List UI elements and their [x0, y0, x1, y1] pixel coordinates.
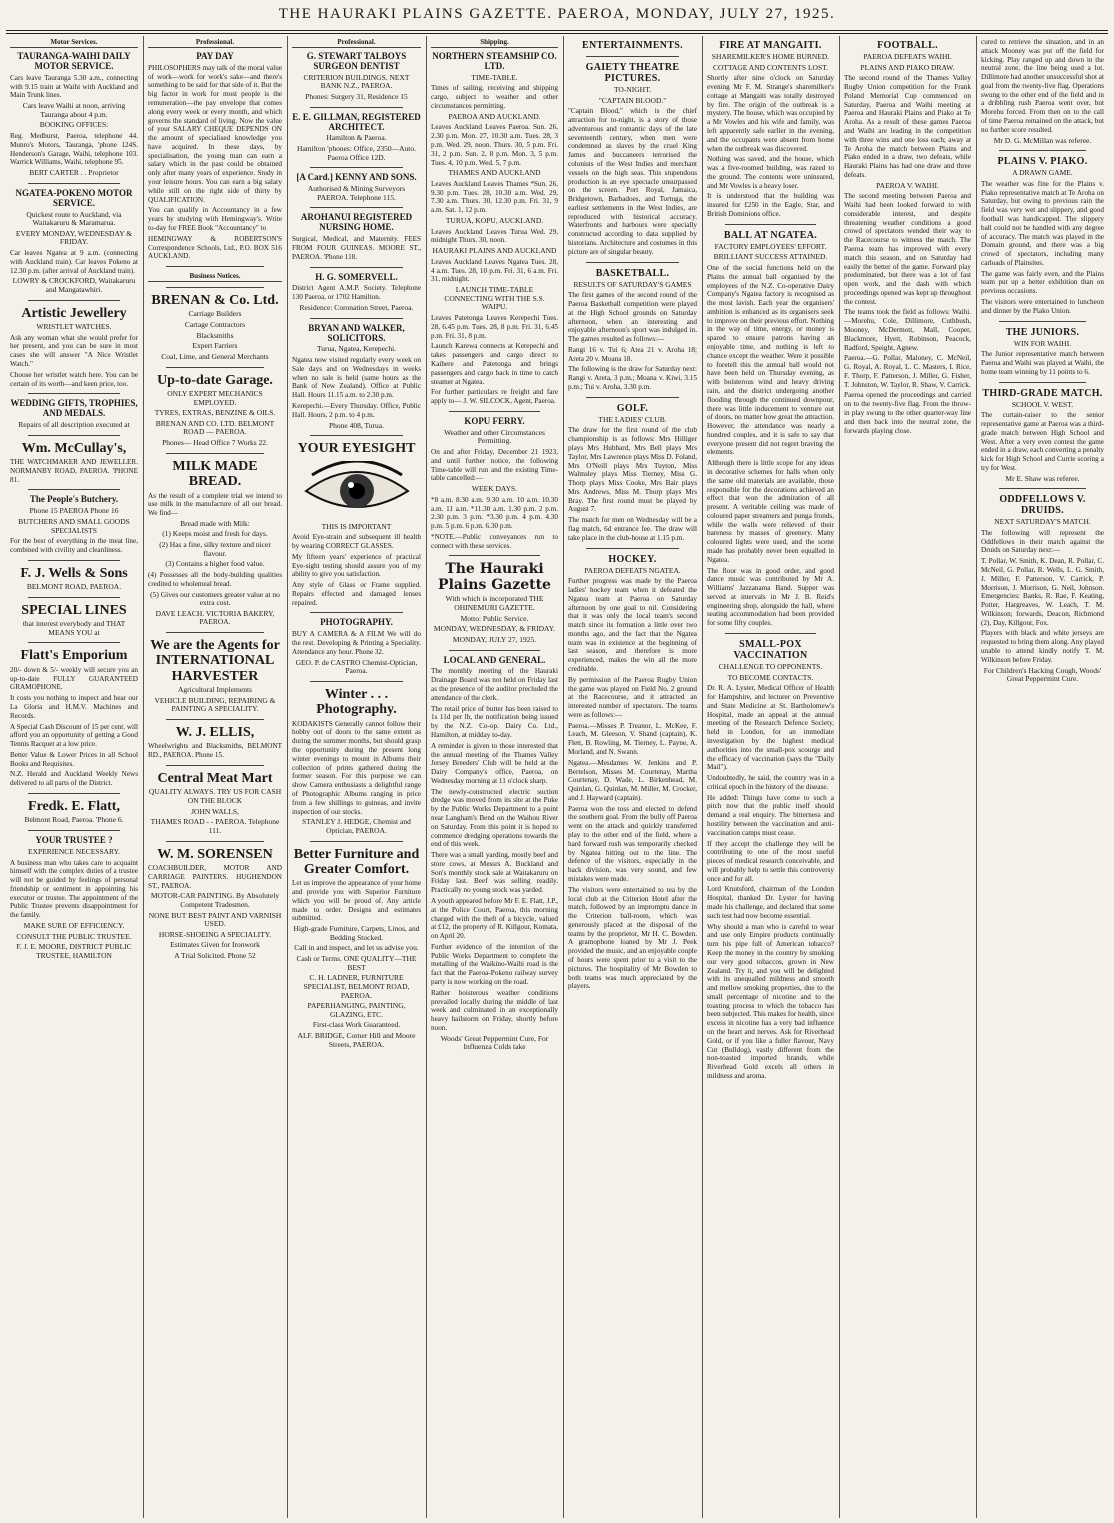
- divider: [166, 719, 264, 720]
- block-paragraph: A youth appeared before Mr F. E. Flatt, J.P., at the Police Court, Paeroa, this morning charged with the theft of a bicycle, valued at £12, the property of R. Killgour, Komata, on April 20.: [431, 897, 558, 941]
- divider: [999, 150, 1086, 151]
- block-subline: Authorised & Mining Surveyors PAEROA. Telephone 115.: [307, 184, 406, 202]
- block-paragraph: HEMINGWAY & ROBERTSON'S Correspondence Schools, Ltd., P.O. BOX 516 AUCKLAND.: [148, 234, 282, 261]
- block-paragraph: cured to retrieve the situation, and in an attack Mooney was put off the field for kicking. Play ranged up and down in the neutral zone, the line being used a lot. Dillimore had another unsuccessful shot at goal from the twenty-five flag. Operations swung to the other end of the field and in a dribbling rush Paeroa went over, but Morehu forced. From then on to the call of time Paeroa remained on the attack, but no further score resulted.: [981, 38, 1104, 134]
- block-paragraph: Better Value & Lower Prices in all School Books and Requisites.: [10, 750, 138, 768]
- block-subline: BELMONT ROAD, PAEROA.: [26, 582, 122, 592]
- block-paragraph: Rather boisterous weather conditions prevailed locally during the middle of last week and culminated in an exceptionally heavy hailstorm on Friday, shortly before noon.: [431, 988, 558, 1032]
- block-paragraph: For the best of everything in the meat line, combined with civility and cleanliness.: [10, 537, 138, 555]
- block-subline: Weather and other Circumstances Permitting.: [444, 427, 545, 446]
- block-paragraph: For further particulars re freight and fare apply to— J. W. SILCOCK, Agent, Paeroa.: [431, 388, 558, 406]
- block-heading: Central Meat Mart: [157, 771, 273, 787]
- block-paragraph: The floor was in good order, and good dance music was contributed by Mr A. Williams' Jazzanama Band. Supper was served at intervals in Mr J. B. Reid's engineering shop, alongside the hall, where seating accommodation had been provided for some fifty couples.: [707, 566, 834, 628]
- block-subline: Hamilton & Paeroa.: [326, 133, 387, 143]
- block-subline: (2) Has a fine, silky texture and nicer flavour.: [159, 540, 271, 558]
- block-paragraph: Car leaves Ngatea at 9 a.m. (connecting with Auckland train). Car leaves Pokeno at 12.30 p.m. (after arrival of Auckland train).: [10, 249, 138, 275]
- block-subline: HORSE-SHOEING A SPECIALITY.: [158, 929, 272, 939]
- block-paragraph: Nothing was saved, and the house, which was a five-roomed building, was razed to the ground. The contents were uninsured, and Mr Vowles is a heavy loser.: [707, 155, 834, 190]
- block-heading: PHOTOGRAPHY.: [320, 617, 393, 628]
- column-4: [427, 36, 562, 1518]
- block-subline: VEHICLE BUILDING, REPAIRING & PAINTING A SPECIALITY.: [154, 695, 276, 714]
- block-heading: FOOTBALL.: [877, 40, 938, 51]
- eye-icon: [302, 461, 412, 519]
- block-subline: WRISTLET WATCHES.: [36, 322, 112, 332]
- block-paragraph: The following will represent the Oddfellows in their match against the Druids on Saturday next:—: [981, 528, 1104, 555]
- block-subline: First-class Work Guaranteed.: [312, 1020, 401, 1030]
- block-subline: LAUNCH TIME-TABLE CONNECTING WITH THE S.S. WAIPU.: [444, 285, 545, 312]
- divider: [725, 224, 816, 225]
- block-paragraph: The match for men on Wednesday will be a flag match, 6d entrance fee. The draw will take place in the club-house at 1.15 p.m.: [568, 516, 697, 542]
- block-heading: FIRE AT MANGAITI.: [719, 40, 822, 51]
- section-label: Professional.: [292, 38, 421, 48]
- block-subline: THIS IS IMPORTANT: [321, 521, 392, 531]
- block-paragraph: The retail price of butter has been raised to 1s 11d per lb, the notification being issued by the N.Z. Co-op. Dairy Co. Ltd., Hamilton, at midday to-day.: [431, 704, 558, 739]
- block-paragraph: COACHBUILDER, MOTOR AND CARRIAGE PAINTERS. HUGHENDON ST., PAEROA.: [148, 863, 282, 890]
- block-heading: [A Card.] KENNY AND SONS.: [296, 172, 417, 183]
- block-heading: Fredk. E. Flatt,: [28, 799, 120, 814]
- block-paragraph: As the result of a complete trial we intend to use milk in the manufacture of all our bread. We find—: [148, 491, 282, 518]
- block-subline: ONLY EXPERT MECHANICS EMPLOYED.: [167, 388, 263, 407]
- block-subline: Phones— Head Office 7 Works 22.: [162, 438, 268, 448]
- divider: [999, 382, 1086, 383]
- block-subline: Turua, Ngatea, Kerepechi.: [316, 344, 397, 354]
- block-subline: LOWRY & CROCKFORD, Waitakaruru and Mangatawhiri.: [12, 276, 136, 294]
- section-label: Professional.: [148, 38, 282, 48]
- block-paragraph: Shortly after nine o'clock on Saturday evening Mr F. M. Strange's sharemilker's cottage at Mangaiti was totally destroyed by fire. The origin of the outbreak is a mystery. The house, which was occupied by a Mr Vowles and his wife and family, was left apparently safe earlier in the evening, and the occupants were absent from home when the outbreak was discovered.: [707, 74, 834, 153]
- divider: [310, 612, 403, 613]
- block-subline: BUTCHERS AND SMALL GOODS SPECIALISTS: [18, 516, 130, 535]
- block-subline: TIME-TABLE.: [471, 72, 518, 82]
- block-subline: Quickest route to Auckland, via Waitakaruru & Maramarua.: [26, 209, 122, 228]
- block-paragraph: (4) Possesses all the body-building qualities credited to wholemeal bread.: [148, 570, 282, 588]
- block-heading: TAURANGA-WAIHI DAILY MOTOR SERVICE.: [17, 51, 131, 71]
- block-subline: PAEROA AND AUCKLAND.: [448, 111, 541, 121]
- divider: [28, 183, 120, 184]
- block-heading: WEDDING GIFTS, TROPHIES, AND MEDALS.: [10, 398, 138, 419]
- block-paragraph: The Junior representative match between Paeroa and Waihi was played at Waihi, the home team winning by 11 points to 6.: [981, 350, 1104, 376]
- block-subline: For Children's Hacking Cough, Woods' Great Peppermint Cure.: [983, 665, 1102, 684]
- block-heading: We are the Agents for INTERNATIONAL HARVESTER: [150, 638, 280, 684]
- block-heading: Up-to-date Garage.: [157, 372, 273, 388]
- block-heading: BALL AT NGATEA.: [723, 229, 818, 241]
- block-heading: HOCKEY.: [608, 553, 657, 565]
- block-paragraph: The second round of the Thames Valley Rugby Union competition for the Frank Poland Memorial Cup commenced on Saturday, Paeroa and Waihi meeting at Paeroa and Hauraki Plains and Piako at Te Aroha. As a result of these games Paeroa and Waihi are leading in the competition with three wins and one loss each; away at Te Aroha the match between Plains and Piako ended in a draw, two defeats, while Hauraki Plains has had one draw and three defeats.: [844, 74, 971, 179]
- divider: [449, 650, 540, 651]
- divider: [586, 56, 679, 57]
- block-subline: EVERY MONDAY, WEDNESDAY & FRIDAY.: [15, 228, 133, 247]
- block-subline: TO-NIGHT.: [613, 85, 651, 94]
- block-paragraph: The visitors were entertained to tea by the local club at the Criterion Hotel after the match, followed by an impromptu dance in the Criterion ball-room, which was generously placed at the disposal of the teams by the proprietor, Mr H. C. Bowden. A gramophone loaned by Mr J. Peek provided the music, and an enjoyable couple of hours were spent prior to a visit to the pictures. The hospitality of Mr Bowden to both teams was much appreciated by the players.: [568, 885, 697, 991]
- block-paragraph: "Captain Blood," which is the chief attraction for to-night, is a story of those adventurous and romantic days of the late seventeenth century, when men were condemned as slaves by the cruel King James and buccaneers terrorised the colonists of the West Indies and merchant vessels on the high seas. This stupendous production is an eye spectacle unsurpassed on the screen. Port Royal, Jamaica, Bridgetown, Barbadoes, and Tortuga, the earliest settlements in the West Indies, are reproduced with historical accuracy. Waterfronts and harbours were specially constructed according to data supplied by historians. Architecture and costumes in this picture are of singular beauty.: [568, 107, 697, 256]
- block-paragraph: Kerepechi.—Every Thursday. Office, Public Hall. Hours, 2 p.m. to 4 p.m.: [292, 401, 421, 419]
- block-heading: The Hauraki Plains Gazette: [438, 561, 551, 594]
- block-paragraph: The second meeting between Paeroa and Waihi had been looked forward to with considerable interest, and despite threatening weather conditions a good crowd of spectators wended their way to the Racecourse to witness the match. The Paeroa team has improved with every match this season, and on Saturday had easily the better of the game. Forward play predominated, but there was a lot of fast open work, and the dash with which proceedings opened was kept up throughout the contest.: [844, 192, 971, 306]
- block-heading: Flatt's Emporium: [20, 648, 128, 664]
- block-subline: F. J. E. MOORE, DISTRICT PUBLIC TRUSTEE, HAMILTON: [16, 942, 132, 960]
- block-subline: WEEK DAYS.: [471, 484, 518, 494]
- divider: [310, 207, 403, 208]
- divider: [310, 435, 403, 436]
- block-heading: SPECIAL LINES: [21, 602, 127, 618]
- block-subline: (1) Keeps moist and fresh for days.: [162, 529, 268, 539]
- block-paragraph: It costs you nothing to inspect and hear our La Gloria and H.M.V. Machines and Records.: [10, 694, 138, 720]
- block-subline: A DRAWN GAME.: [1012, 168, 1073, 178]
- block-paragraph: The weather was fine for the Plains v. Piako representative match at Te Aroha on Saturday, but owing to previous rain the field was very wet and slippery, and good football was handicapped. The slippery ball could not be handled with any degree of accuracy. The match was played in the Domain ground, and there was a big crowd of spectators, including many carloads of Plainsites.: [981, 179, 1104, 267]
- block-subline: With which is incorporated THE OHINEMURI GAZETTE.: [445, 594, 544, 613]
- block-paragraph: If they accept the challenge they will be contributing to one of the most useful pieces of medical research conceivable, and will probably help to settle this controversy once and for all.: [707, 839, 834, 883]
- divider: [310, 107, 403, 108]
- block-heading: SMALL-POX VACCINATION: [733, 639, 808, 662]
- block-paragraph: The monthly meeting of the Hauraki Drainage Board was not held on Friday last as the presence of the auditor precluded the attendance of the clerk.: [431, 667, 558, 702]
- block-subline: that interest everybody and THAT MEANS YOU at: [22, 619, 126, 637]
- block-heading: MILK MADE BREAD.: [172, 458, 258, 490]
- divider: [310, 681, 403, 682]
- block-heading: LOCAL AND GENERAL.: [443, 654, 546, 665]
- block-subline: A Trial Solicited. Phone 52: [174, 951, 256, 961]
- block-paragraph: It is understood that the building was insured for £250 in the Eagle, Star, and British Dominions office.: [707, 192, 834, 218]
- block-subline: QUALITY ALWAYS. TRY US FOR CASH ON THE BLOCK: [148, 787, 282, 806]
- block-subline: MONDAY, WEDNESDAY, & FRIDAY.: [433, 624, 556, 634]
- block-paragraph: A reminder is given to those interested that the annual meeting of the Thames Valley Jersey Breeders' Club will be held at the Dairy Company's office, Paeroa, on Wednesday morning at 11 o'clock sharp.: [431, 741, 558, 785]
- block-heading: PLAINS V. PIAKO.: [997, 156, 1088, 168]
- block-subline: PLAINS AND PIAKO DRAW.: [860, 62, 955, 72]
- block-paragraph: Choose her wristlet watch here. You can be certain of its worth—and keen price, too.: [10, 370, 138, 388]
- divider: [166, 453, 264, 454]
- block-subline: THAMES ROAD - - PAEROA. Telephone 111.: [150, 817, 280, 835]
- block-heading: THIRD-GRADE MATCH.: [982, 387, 1103, 399]
- block-subline: Cartage Contractors: [184, 320, 246, 330]
- divider: [999, 321, 1086, 322]
- block-subline: MONDAY, JULY 27, 1925.: [452, 634, 537, 644]
- divider: [586, 397, 679, 398]
- column-8: [977, 36, 1108, 1518]
- block-subline: STANLEY J. HEDGE, Chemist and Optician, PAEROA.: [302, 817, 411, 835]
- divider: [166, 367, 264, 368]
- block-subline: RESULTS OF SATURDAY'S GAMES: [573, 279, 692, 289]
- block-paragraph: Surgical, Medical, and Maternity. FEES FROM FOUR GUINEAS. MOORE ST., PAEROA. 'Phone 118.: [292, 235, 421, 261]
- block-subline: BOOKING OFFICES:: [39, 120, 109, 130]
- divider: [28, 300, 120, 301]
- block-paragraph: My fifteen years' experience of practical Eye-sight testing should assure you of my ability to give you satisfaction.: [292, 552, 421, 579]
- block-paragraph: The draw for the first round of the club championship is as follows: Mrs Hilliger plays Mrs Hubbard, Mrs Bell plays Mrs Taylor, Mrs Lawrence plays Miss D. Foland, Mrs O'Neill plays Mrs Tuyton, Miss Walmsley plays Miss Tierney, Miss G. Thorp plays Miss Cooke, Mrs Bair plays Mrs Andrews, Miss M. Thorp plays Mrs Bray. The first round must be played by August 7.: [568, 426, 697, 514]
- block-paragraph: Rangi 16 v. Tui 6; Atea 21 v. Aroha 18; Areta 20 v. Moana 18.: [568, 345, 697, 363]
- block-heading: NORTHERN STEAMSHIP CO. LTD.: [432, 51, 557, 71]
- block-subline: "CAPTAIN BLOOD.": [598, 95, 667, 105]
- block-subline: PAEROA DEFEATS WAIHI.: [863, 52, 952, 61]
- block-subline: Estimates Given for Ironwork: [170, 940, 260, 950]
- block-subline: EXPERIENCE NECESSARY.: [28, 846, 120, 856]
- block-subline: Bread made with Milk:: [180, 518, 250, 528]
- block-subline: Motto: Public Service.: [460, 613, 529, 623]
- block-subline: Expert Farriers: [192, 341, 238, 351]
- block-paragraph: Paeroa.—Misses P. Treanor, L. McKee, F. Leach, M. Gleeson, V. Shand (captain), K. Flett, B. Rowling, M. Tierney, L. Payne, A. Morland, and N. Swann.: [568, 721, 697, 756]
- divider: [28, 597, 120, 598]
- block-subline: Mr D. G. McMillan was referee.: [993, 135, 1092, 145]
- block-subline: TURUA, KOPU, AUCKLAND.: [445, 216, 544, 226]
- block-paragraph: Further evidence of the intention of the Public Works Department to complete the metalling of the Waikino-Waihi road is the fact that the Paeroa-Pokeno railway survey party is now working on the road.: [431, 942, 558, 987]
- block-subline: Belmont Road, Paeroa. 'Phone 6.: [24, 815, 124, 825]
- column-3: [288, 36, 425, 1518]
- block-subline: CHALLENGE TO OPPONENTS.: [718, 662, 823, 672]
- block-subline: Mr E. Shaw was referee.: [1005, 473, 1080, 483]
- block-paragraph: N.Z. Herald and Auckland Weekly News delivered to all parts of the District.: [10, 770, 138, 788]
- block-paragraph: A business man who takes care to acquaint himself with the complex duties of a trustee will not be guided by feelings of personal friendship or sentiment in appointing his executor or trustee. The appointment of the Public Trustee prevents disappointment for the family.: [10, 858, 138, 920]
- divider: [28, 642, 120, 643]
- column-1: [6, 36, 142, 1518]
- block-heading: W. M. SORENSEN: [157, 846, 273, 862]
- block-paragraph: Undoubtedly, he said, the country was in a critical epoch in the history of the disease.: [707, 774, 834, 791]
- divider: [28, 393, 120, 394]
- block-paragraph: Ngatea now visited regularly every week on Sale days and on Wednesdays in weeks when no sale is held (same hours as the Bank of New Zealand). Office at Public Hall. Hours 11.15 a.m. to 2.30 p.m.: [292, 356, 421, 400]
- block-paragraph: Launch Karewa connects at Kerepechi and takes passengers and cargo direct to Kaihere and Patetonga and brings passengers and cargo back in time to catch steamer at Ngatea.: [431, 342, 558, 386]
- block-subline: PAEROA V. WAIHI.: [876, 180, 939, 190]
- divider: [28, 489, 120, 490]
- block-subline: Phone 408, Turua.: [328, 420, 384, 430]
- block-paragraph: Paeroa won the toss and elected to defend the southern goal. From the bully off Paeroa went on the attack and quickly transferred play to the other end of the field, where a hard forward rush was temporarily checked by Ngatea hitting out to the line. The defence of the visitors, especially in the back division, was very sound, and few mistakes were made.: [568, 804, 697, 883]
- block-paragraph: Why should a man who is careful to wear and use only Empire products continually turn his pipe full of American tobacco? Keep the money in the country by smoking our very good tobaccos, grown in New Zealand. Try it, and you will be delighted with its unequalled mildness and smooth and mellow smoking properties, due to the small percentage of nicotine and to the toasting process to which the tobacco has been subjected. This makes for health, since excess in nicotine has a very bad influence on the heart and nerves. Ask for Riverhead Gold, or if you like a fuller flavour, Navy Cut (Bulldog), vastly different from the non-toasted imported brands, while Riverhead Gold excels all others in mildness and aroma.: [707, 922, 834, 1080]
- block-heading: Winter . . . Photography.: [316, 686, 397, 718]
- block-heading: KOPU FERRY.: [464, 415, 525, 426]
- divider: [449, 411, 540, 412]
- block-heading: GOLF.: [616, 402, 649, 414]
- block-paragraph: Wheelwrights and Blacksmiths, BELMONT RD., PAEROA. Phone 15.: [148, 742, 282, 760]
- block-heading: GAIETY THEATRE PICTURES.: [585, 62, 680, 84]
- block-paragraph: Let us improve the appearance of your home and provide you with Superior Furniture which you will be proud of. Any article made to order. Designs and estimates submitted.: [292, 879, 421, 923]
- block-paragraph: Leaves Auckland Leaves Turua Wed. 29, midnight Thurs. 30, noon.: [431, 227, 558, 245]
- divider: [28, 830, 120, 831]
- block-heading: ODDFELLOWS V. DRUIDS.: [999, 494, 1086, 517]
- masthead-rule: [6, 30, 1108, 31]
- column-6: [703, 36, 838, 1518]
- divider: [586, 262, 679, 263]
- block-paragraph: Leaves Auckland Leaves Paeroa. Sun. 26, 2.30 p.m. Mon. 27, 10.30 a.m. Tues. 28, 3 p.m. Wed. 29, noon. Thurs. 30, 5 p.m. Fri. 31, 2 p.m. Sun. 2, 8 p.m. Mon. 3, 5 p.m. Tues. 4, 10 p.m. Wed. 5, 7 p.m.: [431, 123, 558, 167]
- block-heading: THE JUNIORS.: [1005, 326, 1080, 338]
- block-paragraph: A Special Cash Discount of 15 per cent. will afford you an opportunity of getting a Good Tennis Racquet at a low price.: [10, 722, 138, 749]
- block-subline: Blacksmiths: [196, 330, 234, 340]
- block-paragraph: He added: Things have come to such a pitch now that the public itself should demand a real enquiry. The bitterness and hostility between the vaccination and anti-vaccination camps must cease.: [707, 793, 834, 837]
- block-paragraph: Players with black and white jerseys are requested to bring them along. Any played unable to attend kindly notify T. M. Wilkinson before Friday.: [981, 629, 1104, 664]
- block-heading: Better Furniture and Greater Comfort.: [293, 846, 420, 877]
- divider: [166, 287, 264, 288]
- block-subline: TYRES, EXTRAS, BENZINE & OILS.: [154, 408, 276, 418]
- block-paragraph: Lord Knutsford, chairman of the London Hospital, thanked Dr. Lyster for having made his challenge, and declared that some such test had now become essential.: [707, 885, 834, 920]
- block-heading: H. G. SOMERVELL.: [315, 271, 398, 282]
- block-subline: Call in and inspect, and let us advise you.: [294, 943, 419, 953]
- block-paragraph: Paeroa opened the proceedings and carried on to the twenty-five flag. From the throw-in play swung to the other quarter-way line and then back into the neutral zone, the forwards playing close.: [844, 391, 971, 435]
- block-subline: Phone 15 PAEROA Phone 16: [29, 506, 119, 516]
- block-subline: C. H. LADNER, FURNITURE SPECIALIST, BELMONT ROAD, PAEROA.: [303, 973, 410, 1000]
- block-paragraph: Further progress was made by the Paeroa ladies' hockey team when it defeated the Ngatea team at Paeroa on Saturday afternoon by one goal to nil. Considering that it was only the local team's second match since its formation a little over two months ago, and the fact that the Ngatea team was in existence at the beginning of last season, and therefore is more experienced, makes the win all the more creditable.: [568, 577, 697, 673]
- divider: [28, 793, 120, 794]
- block-subline: PAPERHANGING, PAINTING, GLAZING, ETC.: [307, 1001, 406, 1019]
- block-paragraph: The game was fairly even, and the Plains team put up a better exhibition than on previous occasions.: [981, 269, 1104, 296]
- block-heading: Wm. McCullay's,: [21, 440, 127, 456]
- section-label: Business Notices.: [148, 272, 282, 282]
- block-paragraph: Reg. Medhurst, Paeroa, telephone 44. Munro's Motors, Tauranga, 'phone 124S. Henderson's Garage, Waihi, telephone 103. Warrick Williams, Waihi, telephone 95.: [10, 132, 138, 167]
- block-paragraph: THE WATCHMAKER AND JEWELLER. NORMANBY ROAD, PAEROA. 'PHONE 81.: [10, 458, 138, 484]
- block-subline: SCHOOL V. WEST.: [1011, 399, 1074, 409]
- block-subline: JOHN WALLS,: [191, 806, 239, 816]
- block-paragraph: PHILOSOPHERS may talk of the moral value of work—work for work's sake—and there's something to be said for that side of it. But the big factor in work for most people is the remuneration—the pay envelope that comes along every week or every month, and which governs the standard of living. Now the value of your SALARY CHEQUE DEPENDS ON the amount of specialised knowledge you have acquired. In these days, by specialisation, the young man can earn a salary which in the past could be obtained only after many years of experience. Study in your leisure hours. You can earn a big salary while still on the right side of thirty by QUALIFICATION.: [148, 63, 282, 204]
- block-heading: BRYAN AND WALKER, SOLICITORS.: [308, 322, 405, 343]
- divider: [310, 267, 403, 268]
- block-subline: WIN FOR WAIHI.: [1013, 338, 1072, 348]
- block-subline: PAEROA DEFEATS NGATEA.: [584, 565, 681, 575]
- block-paragraph: By permission of the Paeroa Rugby Union the game was played on Field No. 2 ground at the Racecourse, and it attracted an interested number of spectators. The teams were as follows:—: [568, 675, 697, 719]
- block-paragraph: Although there is little scope for any ideas in decorative schemes for halls when only the same old materials are available, those responsible for the decorations achieved an effect that won the admiration of all present. A veritable ceiling was made of coloured paper streamers and punga fronds, while the walls were relieved of their bareness by masses of greenery. Many coloured lights were used, and the scene made has probably never been equalled in Ngatea.: [707, 459, 834, 564]
- block-subline: MOTOR-CAR PAINTING. By Absolutely Competent Tradesmen.: [150, 891, 280, 909]
- block-heading: YOUR EYESIGHT: [297, 441, 416, 457]
- block-paragraph: The curtain-raiser to the senior representative game at Paeroa was a third-grade match between High School and West. After a very even contest the game ended in a draw, each converting a penalty kick for High School and Currie scoring a try for West.: [981, 411, 1104, 472]
- section-label: Shipping.: [431, 38, 558, 48]
- block-paragraph: Leaves Patetonga Leaves Kerepechi Tues. 28, 6.45 p.m. Tues. 28, 8 p.m. Fri. 31, 6.45 p.m. Fri. 31, 8 p.m.: [431, 314, 558, 340]
- divider: [449, 555, 540, 556]
- divider: [166, 841, 264, 842]
- block-paragraph: Ngatea.—Mesdames W. Jenkins and P. Bertelson, Misses M. Courtenay, Martha Courtenay, D. Wade, L. Birkenhead, M. Quinlan, G. Quinlan, M. Miller, M. Crocker, and J. Hayward (captain).: [568, 758, 697, 802]
- block-paragraph: On and after Friday, December 21 1923, and until further notice, the following Time-table will run and the existing Time-table cancelled:—: [431, 448, 558, 483]
- block-heading: Artistic Jewellery: [21, 305, 127, 321]
- block-subline: NONE BUT BEST PAINT AND VARNISH USED.: [148, 910, 282, 929]
- block-subline: Woods' Great Peppermint Cure, For Influenza Colds take: [440, 1033, 549, 1052]
- divider: [999, 488, 1086, 489]
- divider: [28, 560, 120, 561]
- block-subline: Cars leave Waihi at noon, arriving Tauranga about 4 p.m.: [22, 101, 126, 119]
- block-paragraph: The newly-constructed electric suction dredge was moved from its site at the Puke by the Public Works Department to a point near Langham's Bend on the Waihou River on Saturday. From this point it is hoped to commence dredging operations towards the end of this week.: [431, 787, 558, 849]
- block-subline: Cash or Terms. ONE QUALITY—THE BEST: [296, 954, 417, 972]
- block-paragraph: Leaves Auckland Leaves Ngatea Tues. 28, 4 a.m. Tues. 28, 10 p.m. Fri. 31, 6 a.m. Fri. 31, midnight.: [431, 257, 558, 284]
- block-paragraph: District Agent A.M.P. Society. Telephone 130 Paeroa, or 1702 Hamilton.: [292, 284, 421, 302]
- block-heading: AROHANUI REGISTERED NURSING HOME.: [300, 212, 413, 233]
- block-subline: Coal, Lime, and General Merchants: [161, 351, 269, 361]
- block-paragraph: Paeroa.—G. Pollar, Maloney, C. McNeil, G. Royal, A. Royal, L. C. Masters, I. Rice, F. Thorp, F. Patterson, J. Miller, G. Fisher, T. Johnston, W. Taylor, R. Shaw, V. Carrick.: [844, 354, 971, 389]
- masthead-rule-thin: [6, 33, 1108, 34]
- block-subline: SHAREMILKER'S HOME BURNED.: [711, 52, 830, 61]
- block-paragraph: KODAKISTS Generally cannot follow their hobby out of doors to the same extent as during the summer months, but should grasp the opportunity during the present long winter evenings to mount in Albums their collection of prints gathered during the former season. For this purpose we can show Camera enthusiasts a delightful range of Photographic Albums ranging in price from a few shillings to guineas, and invite inspection of our stocks.: [292, 719, 421, 816]
- block-heading: W. J. ELLIS,: [175, 725, 255, 741]
- block-paragraph: Times of sailing, receiving and shipping cargo, subject to weather and other circumstances permitting.: [431, 84, 558, 110]
- column-2: [144, 36, 286, 1518]
- block-paragraph: The first games of the second round of the Paeroa Basketball competition were played at the High School grounds on Saturday afternoon, when an interesting and enjoyable afternoon's sport was indulged in. The games resulted as follows:—: [568, 291, 697, 344]
- block-subline: BRILLIANT SUCCESS ATTAINED.: [713, 252, 828, 262]
- divider: [166, 632, 264, 633]
- block-subline: BRENAN AND CO. LTD. BELMONT ROAD — PAEROA.: [155, 418, 275, 437]
- block-subline: ALF. BRIDGE, Corner Hill and Moore Streets, PAEROA.: [297, 1031, 416, 1049]
- block-subline: BERT CARTER . . Proprietor: [29, 168, 119, 178]
- divider: [166, 266, 264, 267]
- block-subline: NEXT SATURDAY'S MATCH.: [994, 517, 1091, 527]
- block-heading: BASKETBALL.: [595, 267, 670, 279]
- block-subline: GEO. P. de CASTRO Chemist-Optician, Paeroa.: [295, 657, 418, 676]
- block-subline: HAURAKI PLAINS AND AUCKLAND: [432, 246, 557, 256]
- block-heading: The People's Butchery.: [29, 494, 119, 505]
- block-paragraph: The visitors were entertained to luncheon and dinner by the Piako Union.: [981, 298, 1104, 315]
- block-subline: (5) Gives our customers greater value at no extra cost.: [150, 589, 280, 608]
- block-subline: TO BECOME CONTACTS.: [727, 672, 814, 682]
- block-paragraph: Any style of Glass or Frame supplied. Repairs effected and damaged lenses repaired.: [292, 581, 421, 607]
- block-paragraph: You can qualify in Accountancy in a few years by studying with Hemingway's. Write to-day for FREE Book "Accountancy" to: [148, 206, 282, 232]
- block-paragraph: Dr. R. A. Lyster, Medical Officer of Health for Hampshire, and lecturer on Preventive and State Medicine at St. Bartholomew's Hospital, made an appeal at the annual meeting of the Research Defence Society, held in London, for an immediate investigation by the highest medical authorities into the small-pox scourge and the efficacy of vaccination (says the "Daily Mail").: [707, 684, 834, 772]
- block-paragraph: Leaves Auckland Leaves Thames *Sun. 26, 9.30 p.m. Tues. 28, 10.30 a.m. Wed. 29, 7.30 a.m. Thurs. 30, 12.30 p.m. Fri. 31, 9 a.m. Sat. 1, 12 p.m.: [431, 179, 558, 215]
- divider: [166, 765, 264, 766]
- block-subline: CRITERION BUILDINGS. NEXT BANK N.Z., PAEROA.: [303, 72, 410, 91]
- block-paragraph: One of the social functions held on the Plains the annual ball organised by the employees of the N.Z. Co-operative Dairy Company's Ngatea factory is recognised as the most lavish. Each year the organisers' ambition is enhanced as its organisers seek to improve on their previous effort. Nothing in the way of time, energy, or money is spared to ensure patrons having an enjoyable time, and nothing is left to chance except the weather. Were it possible to foretell this the annual ball would not have been held on Thursday evening, as with boisterous wind and heavy driving rain, and the district undergoing another flooding through the continued downpour, there was little inducement to venture out of doors, no matter how great the attraction. However, the attendance was nearly a hundred couples, and it is safe to say that everyone present did not regret braving the elements.: [707, 264, 834, 457]
- block-subline: COTTAGE AND CONTENTS LOST.: [712, 62, 829, 72]
- block-paragraph: Ask any woman what she would prefer for her present, and you can be sure in most cases she will answer "A Nice Wristlet Watch.": [10, 333, 138, 368]
- block-subline: Residence: Coronation Street, Paeroa.: [299, 303, 414, 313]
- block-heading: F. J. Wells & Sons: [20, 565, 128, 581]
- block-subline: (3) Contains a higher food value.: [165, 559, 265, 569]
- divider: [310, 318, 403, 319]
- block-paragraph: *NOTE.—Public conveyances run to connect with these services.: [431, 532, 558, 550]
- block-subline: Carriage Builders: [188, 309, 242, 319]
- column-5: [564, 36, 701, 1518]
- block-subline: FACTORY EMPLOYEES' EFFORT.: [714, 241, 827, 251]
- block-subline: CONSULT THE PUBLIC TRUSTEE.: [16, 931, 132, 941]
- divider: [725, 633, 816, 634]
- block-paragraph: 20/- down & 5/- weekly will secure you an up-to-date FULLY GUARANTEED GRAMOPHONE.: [10, 665, 138, 692]
- block-heading: ENTERTAINMENTS.: [582, 40, 683, 51]
- divider: [28, 435, 120, 436]
- block-subline: Repairs of all description executed at: [18, 420, 130, 430]
- block-subline: MAKE SURE OF EFFICIENCY.: [23, 921, 125, 930]
- divider: [586, 548, 679, 549]
- block-subline: THAMES AND AUCKLAND: [448, 168, 541, 178]
- block-subline: Hamilton 'phones: Office, 2350—Auto. Paeroa Office 12D.: [297, 144, 416, 162]
- block-heading: PAY DAY: [196, 51, 234, 61]
- column-7: [840, 36, 975, 1518]
- block-subline: Agricultural Implements: [178, 685, 252, 695]
- block-paragraph: Cars leave Tauranga 5.30 a.m., connecting with 9.15 train at Waihi with Auckland and Main Trunk lines.: [10, 73, 138, 100]
- block-paragraph: *8 a.m. 8.30 a.m. 9.30 a.m. 10 a.m. 10.30 a.m. 11 a.m. *11.30 a.m. 1.30 p.m. 2 p.m. 2.30 p.m. 3 p.m. *3.30 p.m. 4 p.m. 4.30 p.m. 5 p.m. 6 p.m. 6.30 p.m.: [431, 495, 558, 531]
- block-subline: THE LADIES' CLUB.: [598, 414, 667, 424]
- block-heading: E. E. GILLMAN, REGISTERED ARCHITECT.: [292, 111, 421, 132]
- divider: [310, 841, 403, 842]
- block-paragraph: T. Pollar, W. Smith, K. Dean, R. Pollar, C. McNeil, G. Pollar, R. Wells, L. G. Smith, J. Miller, F. Patterson, V. Carrick, P. Morrison, J. Morrison, G. Neil, Johnson. Emergencies: Banks, R. Rae, F. Keating, Potter, Hargreaves, W. Leach, T. M. Wilkinson; forwards, Deacon, Richmond (2), Day, Killgour, Fox.: [981, 557, 1104, 627]
- block-paragraph: There was a small yarding, mostly beef and store cows, at Messrs A. Buckland and Son's monthly stock sale at Waitakaruru on Friday last. Beef was selling readily. Practically no young stock was yarded.: [431, 851, 558, 895]
- block-paragraph: The following is the draw for Saturday next: Rangi v. Areta, 3 p.m.; Moana v. Kiwi, 3.15 p.m.; Tui v. Aroha, 3.30 p.m.: [568, 365, 697, 391]
- block-paragraph: The teams took the field as follows: Waihi.—Morehu, Cole, Dillimore, Cuthbush, Mooney, McDermott, Mall, Cooper, Blackmore, Hyett, Robinson, Peacock, Radford, Speight, Agnew.: [844, 308, 971, 352]
- block-paragraph: Avoid Eye-strain and subsequent ill health by wearing CORRECT GLASSES.: [292, 533, 421, 550]
- block-heading: NGATEA-POKENO MOTOR SERVICE.: [15, 187, 133, 208]
- block-heading: G. STEWART TALBOYS SURGEON DENTIST: [306, 51, 407, 71]
- section-label: Motor Services.: [10, 38, 138, 48]
- block-heading: BRENAN & Co. Ltd.: [151, 293, 279, 309]
- block-paragraph: BUY A CAMERA & A FILM We will do the rest. Developing & Printing a Speciality. Attendance any hour. Phone 32.: [292, 630, 421, 656]
- block-subline: DAVE LEACH. VICTORIA BAKERY, PAEROA.: [155, 608, 275, 627]
- block-heading: YOUR TRUSTEE ?: [35, 835, 113, 846]
- block-subline: Phones: Surgery 31, Residence 15: [305, 92, 408, 102]
- block-subline: High-grade Furniture, Carpets, Linos, and Bedding Stocked.: [293, 924, 420, 942]
- divider: [310, 167, 403, 168]
- masthead: THE HAURAKI PLAINS GAZETTE. PAEROA, MONDAY, JULY 27, 1925.: [278, 6, 836, 22]
